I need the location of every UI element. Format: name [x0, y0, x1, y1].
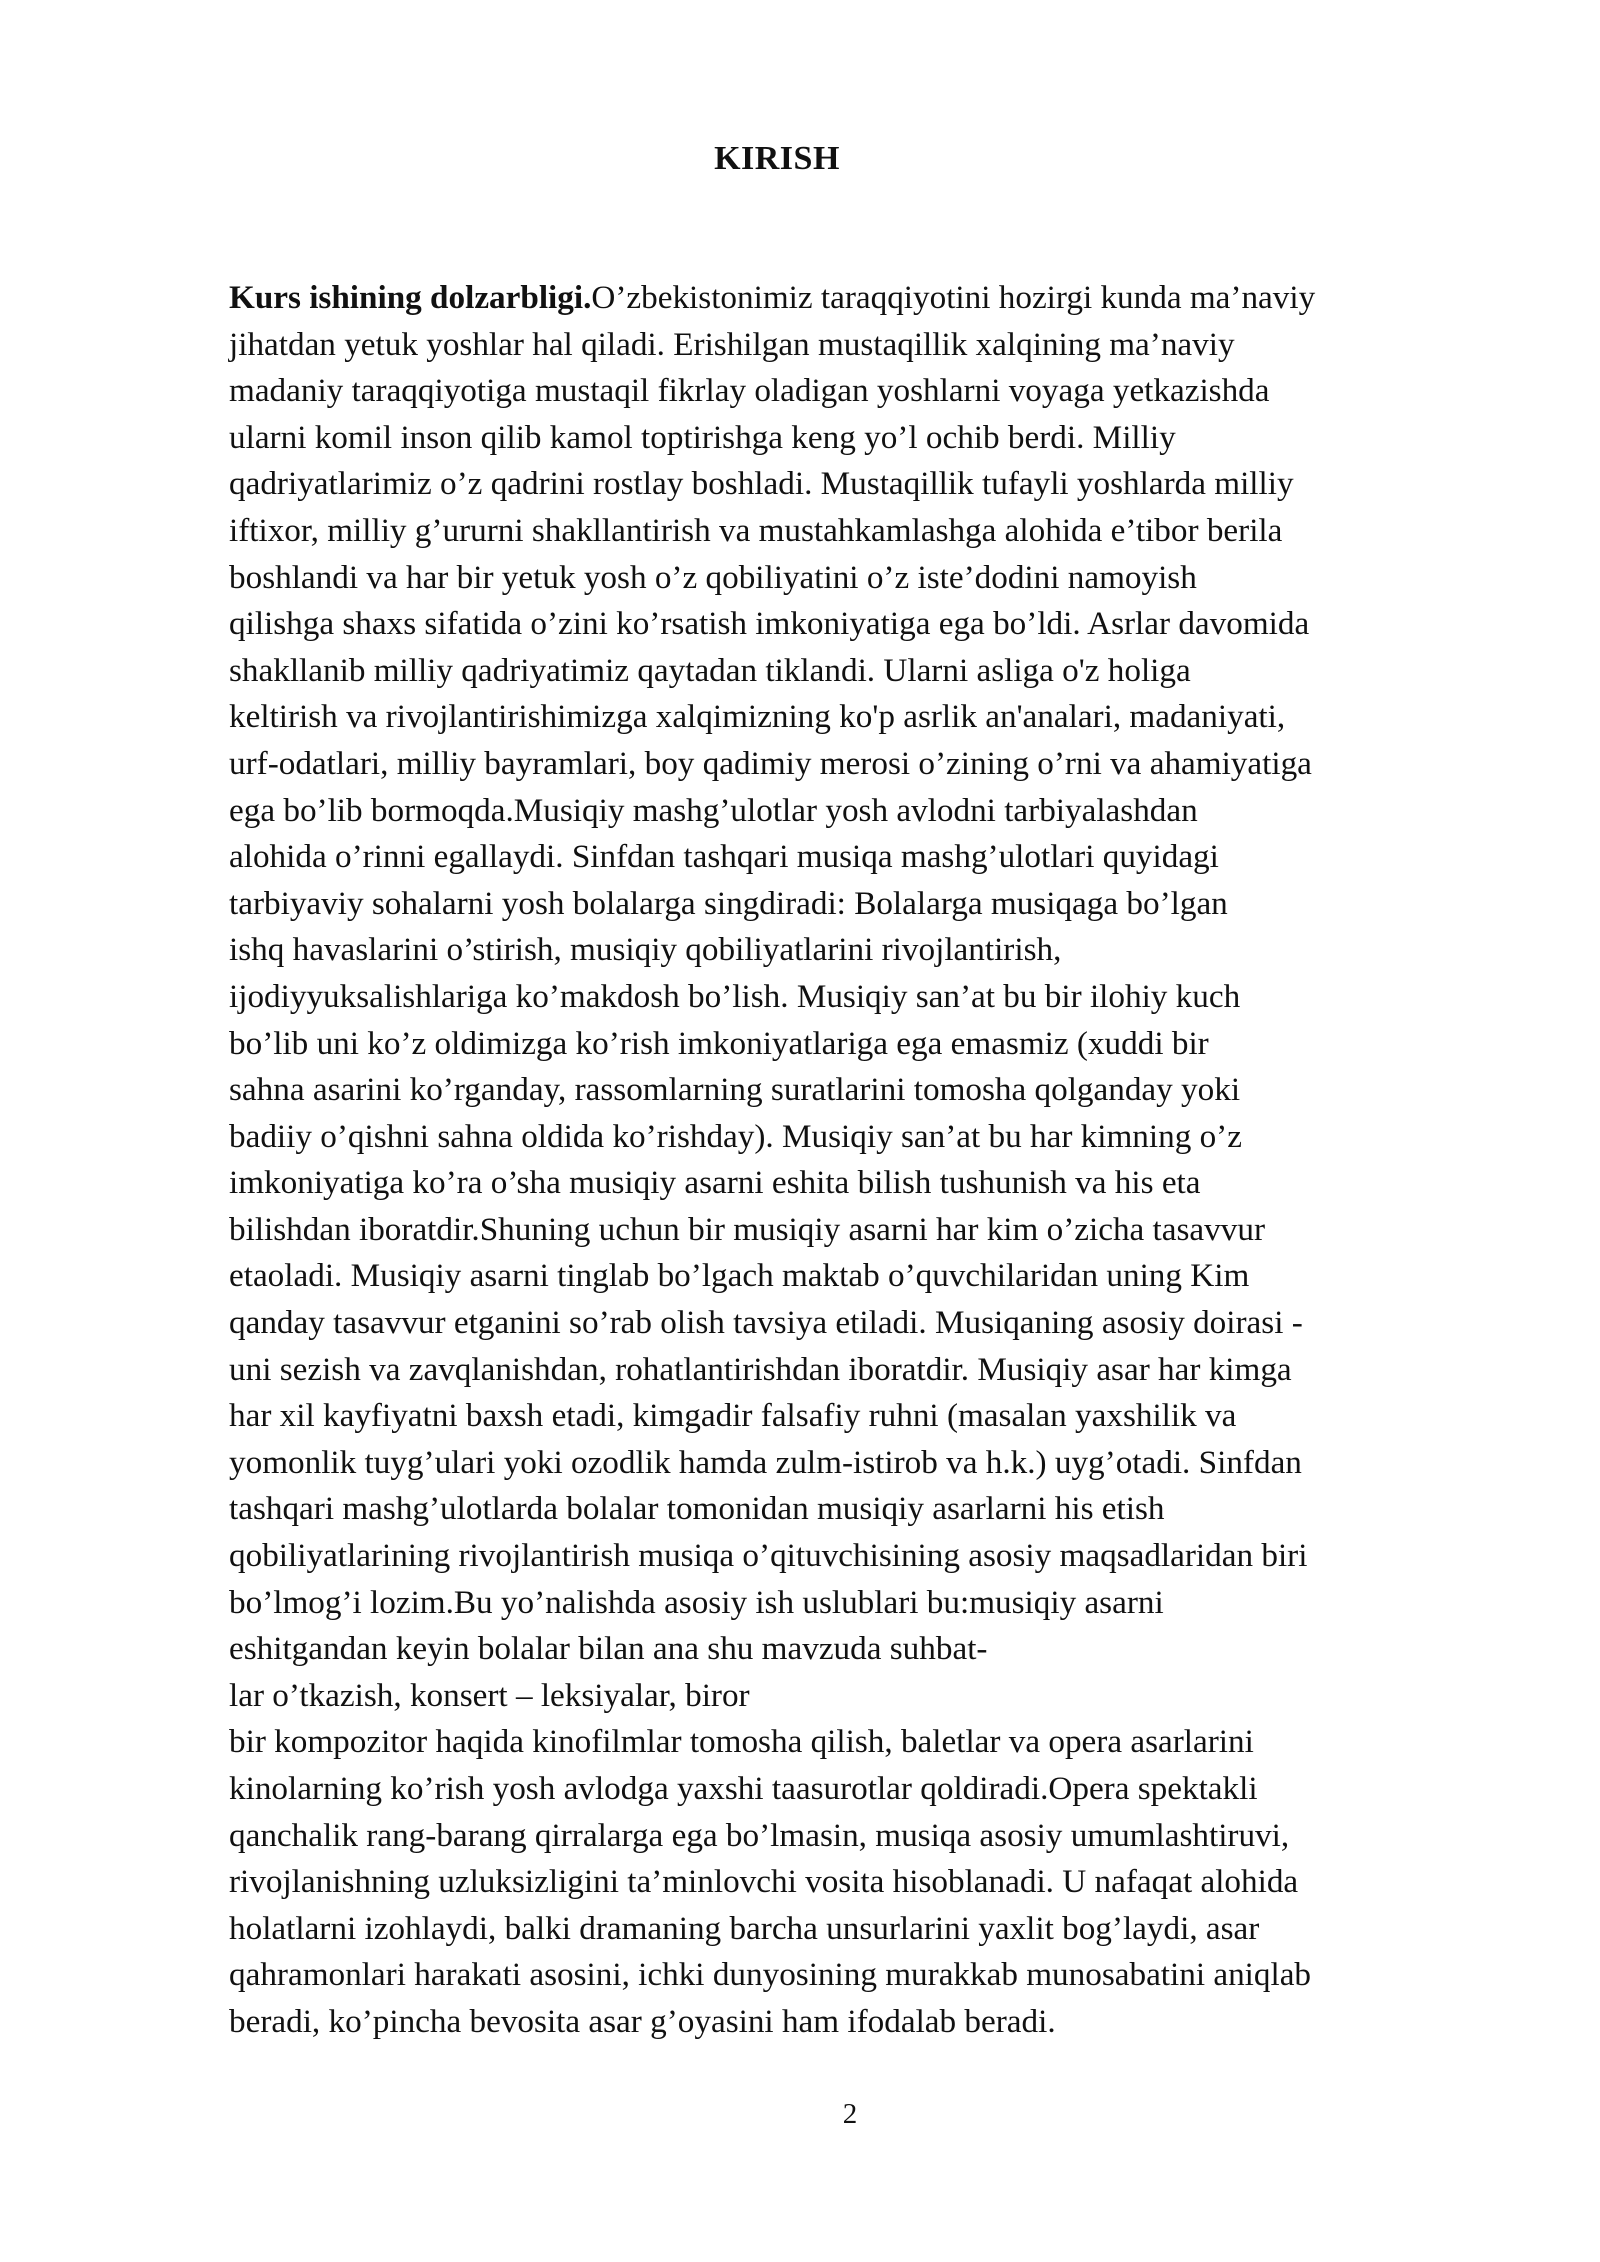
- text-line: imkoniyatiga ko’ra o’sha musiqiy asarni eshita bilish tushunish va his eta: [229, 1164, 1201, 1202]
- text-line: beradi, ko’pincha bevosita asar g’oyasini ham ifodalab beradi.: [229, 2002, 1056, 2040]
- paragraph-first-line: [229, 275, 1469, 322]
- text-line: yomonlik tuyg’ulari yoki ozodlik hamda zulm-istirob va h.k.) uyg’otadi. Sinfdan: [229, 1443, 1302, 1481]
- text-line: uni sezish va zavqlanishdan, rohatlantirishdan iboratdir. Musiqiy asar har kimga: [229, 1350, 1292, 1388]
- text-line: keltirish va rivojlantirishimizga xalqimizning ko'p asrlik an'analari, madaniyati,: [229, 698, 1286, 736]
- text-line: tashqari mashg’ulotlarda bolalar tomonidan musiqiy asarlarni his etish: [229, 1490, 1165, 1528]
- text-line: ijodiyyuksalishlariga ko’makdosh bo’lish. Musiqiy san’at bu bir ilohiy kuch: [229, 977, 1241, 1015]
- text-line: shakllanib milliy qadriyatimiz qaytadan tiklandi. Ularni asliga o'z holiga: [229, 651, 1191, 689]
- text-line: qobiliyatlarining rivojlantirish musiqa o’qituvchisining asosiy maqsadlaridan biri: [229, 1537, 1308, 1575]
- text-line: badiiy o’qishni sahna oldida ko’rishday). Musiqiy san’at bu har kimning o’z: [229, 1117, 1242, 1155]
- text-line: rivojlanishning uzluksizligini ta’minlovchi vosita hisoblanadi. U nafaqat alohida: [229, 1863, 1299, 1901]
- text-line: ega bo’lib bormoqda.Musiqiy mashg’ulotlar yosh avlodni tarbiyalashdan: [229, 791, 1198, 829]
- page-title: KIRISH: [714, 140, 840, 177]
- text-line: qadriyatlarimiz o’z qadrini rostlay boshladi. Mustaqillik tufayli yoshlarda milliy: [229, 465, 1294, 503]
- text-line: qilishga shaxs sifatida o’zini ko’rsatish imkoniyatiga ega bo’ldi. Asrlar davomida: [229, 605, 1310, 643]
- text-line: bo’lmog’i lozim.Bu yo’nalishda asosiy ish uslublari bu:musiqiy asarni: [229, 1583, 1164, 1621]
- text-line: ularni komil inson qilib kamol toptirishga keng yo’l ochib berdi. Milliy: [229, 418, 1176, 456]
- text-line: boshlandi va har bir yetuk yosh o’z qobiliyatini o’z iste’dodini namoyish: [229, 558, 1197, 596]
- text-line: bilishdan iboratdir.Shuning uchun bir musiqiy asarni har kim o’zicha tasavvur: [229, 1210, 1265, 1248]
- body-paragraph: [229, 275, 1469, 2046]
- text-line: eshitgandan keyin bolalar bilan ana shu mavzuda suhbat-: [229, 1630, 988, 1668]
- text-line: tarbiyaviy sohalarni yosh bolalarga singdiradi: Bolalarga musiqaga bo’lgan: [229, 884, 1228, 922]
- text-line: urf-odatlari, milliy bayramlari, boy qadimiy merosi o’zining o’rni va ahamiyatiga: [229, 744, 1312, 782]
- text-line: iftixor, milliy g’ururni shakllantirish va mustahkamlashga alohida e’tibor berila: [229, 511, 1283, 549]
- text-line: alohida o’rinni egallaydi. Sinfdan tashqari musiqa mashg’ulotlari quyidagi: [229, 838, 1219, 876]
- text-line: sahna asarini ko’rganday, rassomlarning suratlarini tomosha qolganday yoki: [229, 1071, 1241, 1109]
- first-line-text: O’zbekistonimiz taraqqiyotini hozirgi kunda ma’naviy: [591, 279, 1316, 316]
- text-line: madaniy taraqqiyotiga mustaqil fikrlay oladigan yoshlarni voyaga yetkazishda: [229, 372, 1270, 410]
- page-number: 2: [842, 2098, 858, 2130]
- text-line: lar o’tkazish, konsert – leksiyalar, biror: [229, 1676, 750, 1714]
- text-line: jihatdan yetuk yoshlar hal qiladi. Erishilgan mustaqillik xalqining ma’naviy: [229, 325, 1235, 363]
- lead-heading: Kurs ishining dolzarbligi.: [229, 279, 592, 316]
- text-line: bir kompozitor haqida kinofilmlar tomosha qilish, baletlar va opera asarlarini: [229, 1723, 1254, 1761]
- text-line: etaoladi. Musiqiy asarni tinglab bo’lgach maktab o’quvchilaridan uning Kim: [229, 1257, 1250, 1295]
- text-line: ishq havaslarini o’stirish, musiqiy qobiliyatlarini rivojlantirish,: [229, 931, 1062, 969]
- text-line: kinolarning ko’rish yosh avlodga yaxshi taasurotlar qoldiradi.Opera spektakli: [229, 1770, 1258, 1807]
- text-line: har xil kayfiyatni baxsh etadi, kimgadir falsafiy ruhni (masalan yaxshilik va: [229, 1397, 1237, 1435]
- text-line: qahramonlari harakati asosini, ichki dunyosining murakkab munosabatini aniqlab: [229, 1956, 1312, 1994]
- text-line: qanchalik rang-barang qirralarga ega bo’lmasin, musiqa asosiy umumlashtiruvi,: [229, 1816, 1290, 1854]
- text-line: qanday tasavvur etganini so’rab olish tavsiya etiladi. Musiqaning asosiy doirasi -: [229, 1304, 1303, 1342]
- text-line: holatlarni izohlaydi, balki dramaning barcha unsurlarini yaxlit bog’laydi, asar: [229, 1909, 1260, 1947]
- text-line: bo’lib uni ko’z oldimizga ko’rish imkoniyatlariga ega emasmiz (xuddi bir: [229, 1024, 1209, 1062]
